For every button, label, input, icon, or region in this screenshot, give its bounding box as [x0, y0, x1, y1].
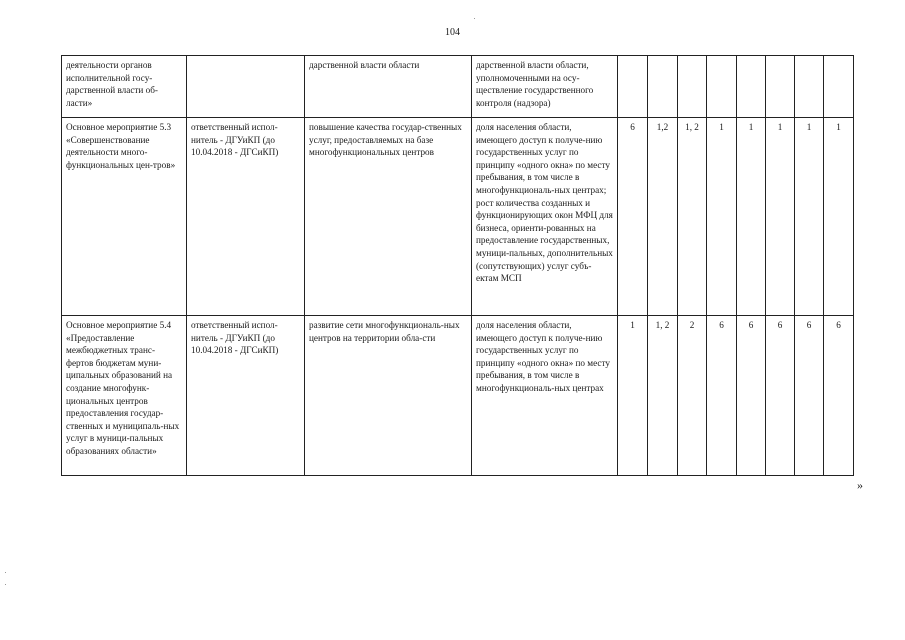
indicator-cell: доля населения области, имеющего доступ к получе-нию государственных услуг по принципу «одного окна» по месту пребывания, в том числе в многофункциональ-ных центрах — [472, 316, 618, 476]
page-number: 104 — [445, 27, 460, 38]
value-cell: 1, 2 — [678, 118, 707, 316]
value-cell: 6 — [707, 316, 737, 476]
table-row — [62, 118, 854, 316]
value-cell — [678, 56, 707, 118]
value-cell: 1 — [795, 118, 824, 316]
value-cell: 1 — [707, 118, 737, 316]
executor-cell: ответственный испол-нитель - ДГУиКП (до 10.04.2018 - ДГСиКП) — [187, 118, 305, 316]
table-row — [62, 56, 854, 118]
value-cell: 6 — [737, 316, 766, 476]
value-cell — [766, 56, 795, 118]
value-cell — [824, 56, 854, 118]
activity-cell: деятельности органов исполнительной госу-дарственной власти об-ласти» — [62, 56, 187, 118]
value-cell: 6 — [824, 316, 854, 476]
executor-cell: ответственный испол-нитель - ДГУиКП (до 10.04.2018 - ДГСиКП) — [187, 316, 305, 476]
value-cell — [648, 56, 678, 118]
closing-quote-mark: » — [857, 478, 863, 492]
activity-cell: Основное мероприятие 5.4 «Предоставление межбюджетных транс-фертов бюджетам муни-ципальных образований на создание многофунк-циональных центров предоставления государ-ственных и муниципаль-ных услуг в муници-пальных образованиях области» — [62, 316, 187, 476]
activity-cell: Основное мероприятие 5.3 «Совершенствование деятельности много-функциональных цен-тров» — [62, 118, 187, 316]
scan-speck — [5, 584, 6, 585]
result-cell: повышение качества государ-ственных услуг, предоставляемых на базе многофункциональных центров — [305, 118, 472, 316]
value-cell: 6 — [766, 316, 795, 476]
result-cell: дарственной власти области — [305, 56, 472, 118]
indicator-cell: дарственной власти области, уполномоченными на осу-ществление государственного контроля (надзора) — [472, 56, 618, 118]
value-cell: 1 — [824, 118, 854, 316]
executor-cell — [187, 56, 305, 118]
result-cell: развитие сети многофункциональ-ных центров на территории обла-сти — [305, 316, 472, 476]
value-cell: 6 — [795, 316, 824, 476]
value-cell: 1 — [766, 118, 795, 316]
value-cell: 1,2 — [648, 118, 678, 316]
program-table — [61, 55, 854, 476]
indicator-cell: доля населения области, имеющего доступ к получе-нию государственных услуг по принципу «одного окна» по месту пребывания, в том числе в многофункциональ-ных центрах; рост количества созданных и функционирующих окон МФЦ для бизнеса, ориенти-рованных на предоставление государственных, муници-пальных, дополнительных (сопутствующих) услуг субъ-ектам МСП — [472, 118, 618, 316]
value-cell — [618, 56, 648, 118]
value-cell — [795, 56, 824, 118]
value-cell: 6 — [618, 118, 648, 316]
value-cell — [707, 56, 737, 118]
table-row — [62, 316, 854, 476]
scan-speck — [474, 18, 475, 19]
scan-speck — [5, 572, 6, 573]
value-cell: 1, 2 — [648, 316, 678, 476]
value-cell — [737, 56, 766, 118]
value-cell: 1 — [618, 316, 648, 476]
value-cell: 1 — [737, 118, 766, 316]
value-cell: 2 — [678, 316, 707, 476]
